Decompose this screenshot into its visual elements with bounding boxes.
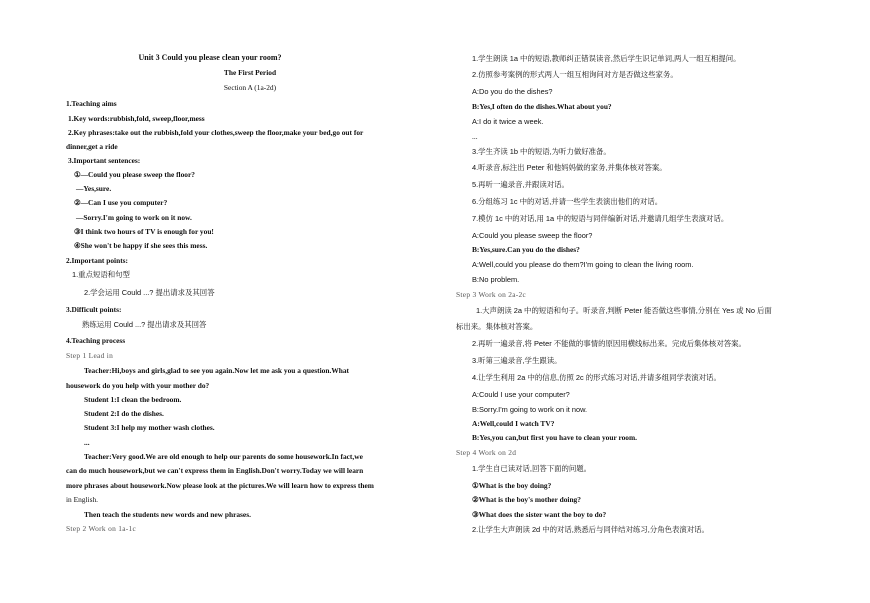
r-dialog-b5: B:Sorry.I'm going to work on it now.	[472, 405, 588, 414]
r-dialog-a2: A:I do it twice a week.	[472, 117, 544, 126]
student-3: Student 3:I help my mother wash clothes.	[84, 423, 215, 432]
teacher-line-2c: more phrases about housework.Now please look at the pictures.We will learn how to express them	[66, 481, 374, 490]
teacher-line-1b: housework do you help with your mother do?	[66, 381, 210, 390]
r-question-2: ②What is the boy's mother doing?	[472, 495, 581, 504]
teacher-line-2d: in English.	[66, 495, 99, 504]
r-item-2a-3: 3.听第三遍录音,学生跟读。	[472, 356, 562, 365]
r-item-2a-1b: 标出来。集体核对答案。	[456, 322, 538, 331]
r-item-1: 1.学生朗读 1a 中的短语,教师纠正错误读音,然后学生识记单词,两人一组互相提问。	[472, 54, 741, 63]
teach-new-words: Then teach the students new words and new phrases.	[84, 510, 251, 519]
r-item-2: 2.仿照参考案例的形式两人一组互相询问对方是否做这些家务。	[472, 70, 678, 79]
r-dialog-b1: B:Yes,I often do the dishes.What about you?	[472, 102, 612, 111]
r-item-6: 6.分组练习 1c 中的对话,并请一些学生表演出他们的对话。	[472, 197, 663, 206]
sentence-2: ②—Can I use you computer?	[74, 198, 168, 207]
r-item-4: 4.听录音,标注出 Peter 和他妈妈做的家务,并集体核对答案。	[472, 163, 667, 172]
teacher-line-2a: Teacher:Very good.We are old enough to help our parents do some housework.In fact,we	[84, 452, 363, 461]
key-words: 1.Key words:rubbish,fold, sweep,floor,mess	[68, 114, 205, 123]
sentence-3: ③I think two hours of TV is enough for you!	[74, 227, 214, 236]
key-phrases-line-1: 2.Key phrases:take out the rubbish,fold your clothes,sweep the floor,make your bed,go out for	[68, 128, 364, 137]
r-item-2d-2: 2.让学生大声朗读 2d 中的对话,熟悉后与同伴结对练习,分角色表演对话。	[472, 525, 709, 534]
sentence-1: ①—Could you please sweep the floor?	[74, 170, 195, 179]
r-item-2a-1: 1.大声朗读 2a 中的短语和句子。听录音,判断 Peter 能否做这些事情,分别在 Yes 或 No 后面	[476, 306, 772, 315]
teacher-line-1a: Teacher:Hi,boys and girls,glad to see you again.Now let me ask you a question.What	[84, 366, 349, 375]
step-1-heading	[66, 351, 113, 360]
unit-title: Unit 3 Could you please clean your room?	[138, 53, 282, 62]
r-item-3: 3.学生齐读 1b 中的短语,为听力做好准备。	[472, 147, 611, 156]
r-dialog-b3: B:Yes,sure.Can you do the dishes?	[472, 245, 580, 254]
step-3-label: Step 3 Work on 2a-2c	[456, 290, 527, 299]
sentence-1-reply: —Yes,sure.	[76, 184, 112, 193]
section-title: Section A (1a-2d)	[223, 83, 277, 92]
difficult-points-1: 熟练运用 Could ...? 提出请求及其回答	[82, 320, 207, 329]
right-column	[430, 0, 870, 603]
teaching-aims-heading: 1.Teaching aims	[66, 99, 117, 108]
teaching-process-heading: 4.Teaching process	[66, 336, 126, 345]
r-item-7: 7.模仿 1c 中的对话,用 1a 中的短语与同伴编新对话,并邀请几组学生表演对话。	[472, 214, 729, 223]
important-points-1: 1.重点短语和句型	[72, 270, 130, 279]
r-dialog-a4: A:Well,could you please do them?I'm going to clean the living room.	[472, 260, 694, 269]
sentence-2-reply: —Sorry.I'm going to work on it now.	[76, 213, 192, 222]
step-4-label: Step 4 Work on 2d	[456, 448, 517, 457]
student-2: Student 2:I do the dishes.	[84, 409, 164, 418]
r-dialog-b6: B:Yes,you can,but first you have to clean your room.	[472, 433, 637, 442]
r-ellipsis: ...	[472, 132, 478, 141]
difficult-points-heading: 3.Difficult points:	[66, 305, 122, 314]
sentence-4: ④She won't be happy if she sees this mess.	[74, 241, 208, 250]
r-item-2d-1: 1.学生自已读对话,回答下面的问题。	[472, 464, 592, 473]
step-4-heading	[456, 448, 516, 457]
r-dialog-a1: A:Do you do the dishes?	[472, 87, 553, 96]
r-item-2a-2: 2.再听一遍录音,将 Peter 不能做的事情的原因用横线标出来。完成后集体核对答案。	[472, 339, 746, 348]
r-question-3: ③What does the sister want the boy to do?	[472, 510, 607, 519]
period-title: The First Period	[223, 68, 277, 77]
left-column	[0, 0, 430, 603]
r-dialog-b4: B:No problem.	[472, 275, 520, 284]
step-2-heading	[66, 524, 136, 533]
r-dialog-a5: A:Could I use your computer?	[472, 390, 570, 399]
important-points-heading: 2.Important points:	[66, 256, 129, 265]
step-3-heading	[456, 290, 526, 299]
key-phrases-line-2: dinner,get a ride	[66, 142, 118, 151]
r-question-1: ①What is the boy doing?	[472, 481, 552, 490]
step-1-label: Step 1 Lead in	[66, 351, 114, 360]
important-sentences-heading: 3.Important sentences:	[68, 156, 141, 165]
ellipsis: ...	[84, 438, 90, 447]
teacher-line-2b: can do much housework,but we can't express them in English.Don't worry.Today we will learn	[66, 466, 364, 475]
important-points-2: 2.学会运用 Could ...? 提出请求及其回答	[84, 288, 215, 297]
r-item-5: 5.再听一遍录音,并跟读对话。	[472, 180, 569, 189]
r-dialog-a3: A:Could you please sweep the floor?	[472, 231, 593, 240]
r-item-2a-4: 4.让学生利用 2a 中的信息,仿照 2c 的形式练习对话,并请多组同学表演对话。	[472, 373, 721, 382]
step-2-label: Step 2 Work on 1a-1c	[66, 524, 137, 533]
student-1: Student 1:I clean the bedroom.	[84, 395, 182, 404]
r-dialog-a6: A:Well,could I watch TV?	[472, 419, 555, 428]
